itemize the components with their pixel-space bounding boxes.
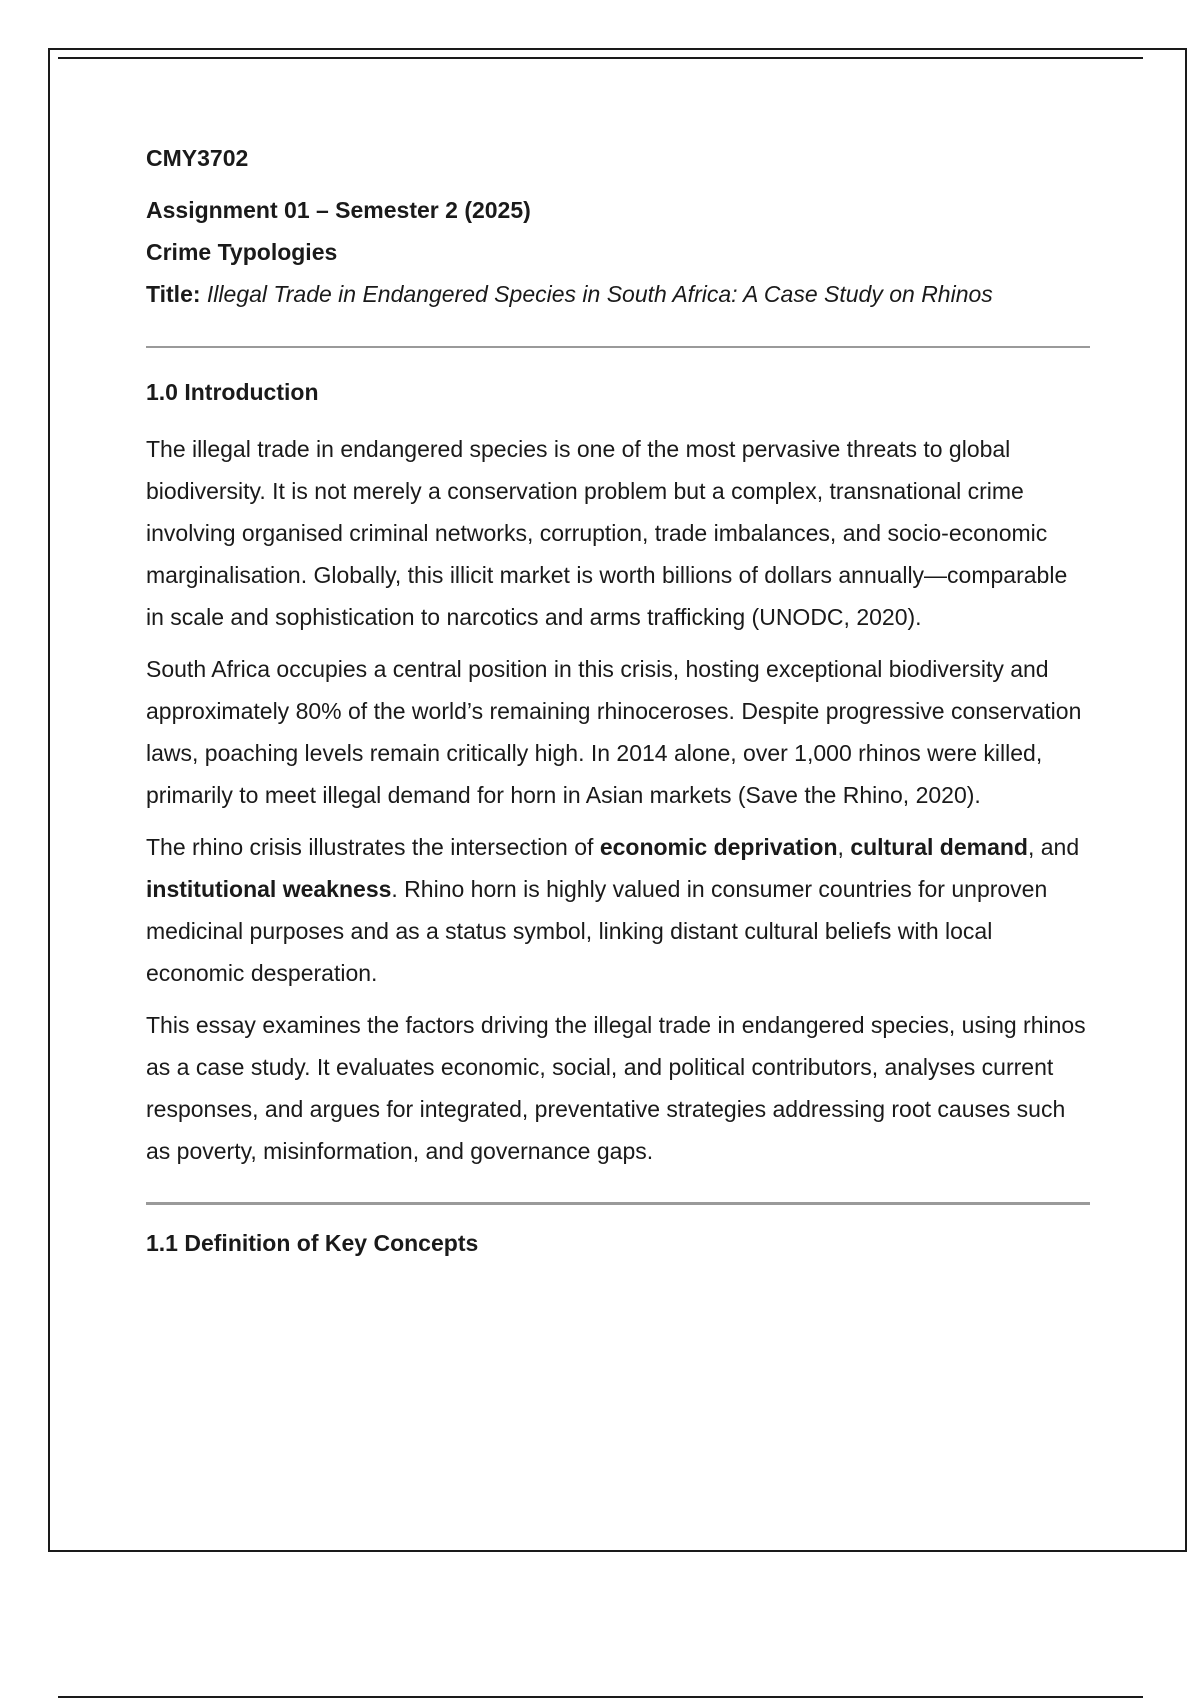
module-line: Crime Typologies <box>146 239 338 265</box>
document-body <box>146 142 1090 1279</box>
definitions-heading: 1.1 Definition of Key Concepts <box>146 1230 479 1256</box>
p3-text-1: The rhino crisis illustrates the intersection of <box>146 834 600 860</box>
course-code: CMY3702 <box>146 145 249 171</box>
intro-paragraph-3 <box>146 826 1090 994</box>
intro-paragraph-2: South Africa occupies a central position in this crisis, hosting exceptional biodiversity and approximately 80% of the world’s remaining rhinoceroses. Despite progressive conservation laws, poaching levels remain critically high. In 2014 alone, over 1,000 rhinos were killed, primarily to meet illegal demand for horn in Asian markets (Save the Rhino, 2020). <box>146 656 1082 808</box>
title-text: Illegal Trade in Endangered Species in South Africa: A Case Study on Rhinos <box>206 281 993 307</box>
page-bottom-rule <box>58 1696 1143 1698</box>
intro-paragraph-4: This essay examines the factors driving the illegal trade in endangered species, using rhinos as a case study. It evaluates economic, social, and political contributors, analyses current responses, and argues for integrated, preventative strategies addressing root causes such as poverty, misinformation, and governance gaps. <box>146 1012 1086 1164</box>
title-label: Title: <box>146 281 201 307</box>
title-line <box>146 278 1090 310</box>
introduction-heading: 1.0 Introduction <box>146 379 319 405</box>
p3-text-2: , <box>837 834 851 860</box>
p3-bold-economic: economic deprivation <box>599 834 838 860</box>
section-divider-2 <box>146 1202 1090 1205</box>
p3-bold-institutional: institutional weakness <box>146 876 392 902</box>
p3-text-3: , and <box>1027 834 1080 860</box>
p3-text-4: . Rhino horn is highly valued in consumer countries for unproven medicinal purposes and as a status symbol, linking distant cultural beliefs with local economic desperation. <box>146 876 1048 986</box>
p3-bold-cultural: cultural demand <box>850 834 1028 860</box>
assignment-line: Assignment 01 – Semester 2 (2025) <box>146 197 531 223</box>
section-divider <box>146 346 1090 348</box>
intro-paragraph-1: The illegal trade in endangered species is one of the most pervasive threats to global biodiversity. It is not merely a conservation problem but a complex, transnational crime involving organised criminal networks, corruption, trade imbalances, and socio-economic marginalisation. Globally, this illicit market is worth billions of dollars annually—comparable in scale and sophistication to narcotics and arms trafficking (UNODC, 2020). <box>146 436 1068 630</box>
